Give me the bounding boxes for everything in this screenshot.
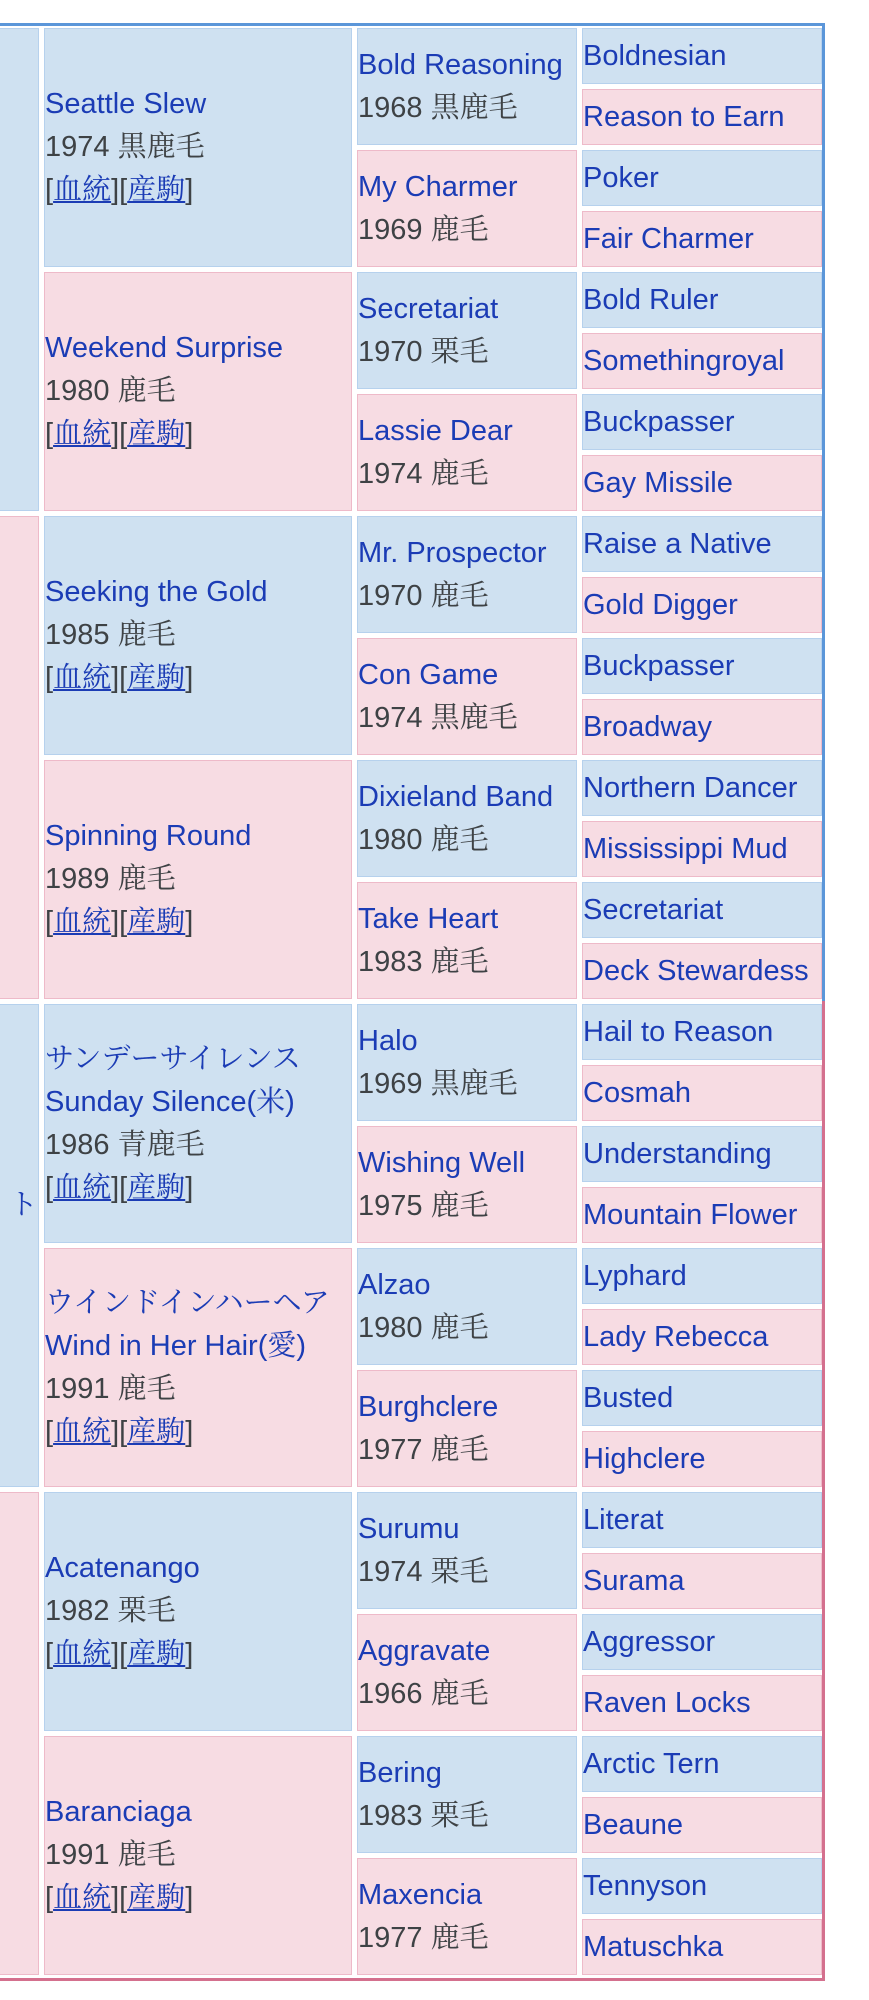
horse-name-link[interactable]: Lyphard [583, 1259, 687, 1292]
pedigree-cell-g4-18 [582, 1126, 822, 1182]
offspring-link[interactable]: 産駒 [127, 1882, 186, 1914]
pedigree-row [0, 272, 822, 328]
horse-name-link[interactable]: Halo [358, 1024, 418, 1057]
horse-name-link[interactable]: Surama [583, 1564, 685, 1597]
horse-name-link[interactable]: Aggressor [583, 1625, 716, 1658]
pedigree-offspring-links [45, 901, 351, 944]
horse-name-link[interactable]: Bold Reasoning [358, 48, 563, 81]
horse-name-link[interactable]: Beaune [583, 1808, 683, 1841]
horse-year-coat: 1986 青鹿毛 [45, 1128, 205, 1161]
horse-name-link[interactable]: Wishing Well [358, 1146, 526, 1179]
pedigree-cell-g4-10 [582, 638, 822, 694]
horse-name-link[interactable]: Somethingroyal [583, 344, 785, 377]
horse-year-coat: 1980 鹿毛 [358, 1311, 489, 1344]
bracket-text: [ [45, 1415, 54, 1448]
horse-name-link[interactable]: Buckpasser [583, 649, 735, 682]
pedigree-offspring-links [45, 1877, 351, 1920]
horse-name-link[interactable]: Lassie Dear [358, 414, 513, 447]
horse-name-link[interactable]: Deck Stewardess [583, 954, 809, 987]
horse-name-link[interactable]: Dixieland Band [358, 780, 554, 813]
bracket-text: [ [45, 662, 54, 694]
pedigree-cell-g3-5 [357, 638, 577, 755]
pedigree-link[interactable]: 血統 [53, 418, 112, 450]
pedigree-table [0, 23, 827, 1980]
horse-name-link[interactable]: ウインドインハーヘア [45, 1286, 330, 1319]
horse-name-link[interactable]: Busted [583, 1381, 674, 1414]
pedigree-cell-g4-17 [582, 1065, 822, 1121]
pedigree-cell-g4-5 [582, 333, 822, 389]
pedigree-cell-g3-12 [357, 1492, 577, 1609]
pedigree-cell-g3-7 [357, 882, 577, 999]
bracket-text: ][ [111, 1171, 128, 1204]
pedigree-link[interactable]: 血統 [53, 1882, 112, 1914]
pedigree-cell-g1-1 [0, 516, 39, 999]
pedigree-row [0, 760, 822, 816]
pedigree-row [0, 1492, 822, 1548]
pedigree-cell-g4-26 [582, 1614, 822, 1670]
pedigree-cell-g4-3 [582, 211, 822, 267]
horse-name-link[interactable]: Understanding [583, 1137, 772, 1170]
pedigree-offspring-links [45, 1167, 351, 1210]
horse-name-link[interactable]: Surumu [358, 1512, 460, 1545]
bracket-text: ] [185, 174, 194, 206]
horse-name-link[interactable]: Bering [358, 1756, 442, 1789]
horse-year-coat: 1991 鹿毛 [45, 1372, 176, 1405]
horse-name-link[interactable]: Seeking the Gold [45, 576, 268, 608]
pedigree-cell-g4-15 [582, 943, 822, 999]
pedigree-cell-g2-0 [44, 28, 352, 267]
pedigree-row [0, 516, 822, 572]
horse-name-link[interactable]: Arctic Tern [583, 1747, 720, 1780]
pedigree-cell-g4-13 [582, 821, 822, 877]
horse-year-coat: 1966 鹿毛 [358, 1677, 489, 1710]
horse-year-coat: 1974 黒鹿毛 [358, 701, 518, 734]
horse-name-link[interactable]: Con Game [358, 658, 499, 691]
pedigree-offspring-links [45, 169, 351, 212]
horse-name-link[interactable]: Tennyson [583, 1869, 708, 1902]
horse-name-link[interactable]: Mountain Flower [583, 1198, 798, 1231]
pedigree-link[interactable]: 血統 [53, 906, 112, 938]
pedigree-cell-g4-24 [582, 1492, 822, 1548]
pedigree-cell-g2-2 [44, 516, 352, 755]
horse-year-coat: 1985 鹿毛 [45, 619, 176, 651]
pedigree-cell-g4-14 [582, 882, 822, 938]
bracket-text: ][ [111, 174, 128, 206]
bracket-text: [ [45, 1171, 54, 1204]
pedigree-cell-g4-4 [582, 272, 822, 328]
horse-year-coat: 1975 鹿毛 [358, 1189, 489, 1222]
horse-name-link[interactable]: Secretariat [583, 893, 724, 926]
horse-name-link[interactable]: Aggravate [358, 1634, 491, 1667]
pedigree-cell-g3-15 [357, 1858, 577, 1975]
horse-name-link[interactable]: Acatenango [45, 1552, 200, 1584]
horse-name-link[interactable]: Raise a Native [583, 527, 772, 560]
bracket-text: [ [45, 1882, 54, 1914]
pedigree-cell-g3-0 [357, 28, 577, 145]
pedigree-offspring-links [45, 657, 351, 700]
pedigree-cell-g2-6 [44, 1492, 352, 1731]
horse-name-link[interactable]: Alzao [358, 1268, 431, 1301]
pedigree-cell-g3-4 [357, 516, 577, 633]
horse-year-coat: 1969 黒鹿毛 [358, 1067, 518, 1100]
horse-name-link[interactable]: Weekend Surprise [45, 332, 284, 364]
horse-name-link[interactable]: Raven Locks [583, 1686, 751, 1719]
horse-year-coat: 1974 黒鹿毛 [45, 131, 205, 163]
pedigree-row [0, 1248, 822, 1304]
horse-name2-link[interactable]: Sunday Silence(米) [45, 1085, 295, 1118]
horse-name-link[interactable]: Lady Rebecca [583, 1320, 769, 1353]
horse-name-link[interactable]: My Charmer [358, 170, 518, 203]
pedigree-cell-g4-16 [582, 1004, 822, 1060]
horse-name-link[interactable]: Literat [583, 1503, 664, 1536]
horse-year-coat: 1977 鹿毛 [358, 1921, 489, 1954]
pedigree-cell-g4-2 [582, 150, 822, 206]
horse-name-link[interactable]: サンデーサイレンス [45, 1042, 301, 1075]
pedigree-cell-g4-6 [582, 394, 822, 450]
pedigree-cell-g3-8 [357, 1004, 577, 1121]
horse-name-link[interactable]: Secretariat [358, 292, 499, 325]
bracket-text: ] [185, 906, 194, 938]
pedigree-cell-g4-31 [582, 1919, 822, 1975]
pedigree-cell-g2-1 [44, 272, 352, 511]
pedigree-offspring-links [45, 1633, 351, 1676]
bracket-text: [ [45, 906, 54, 938]
horse-name-link[interactable]: Cosmah [583, 1076, 691, 1109]
pedigree-cell-g4-20 [582, 1248, 822, 1304]
offspring-link[interactable]: 産駒 [127, 174, 186, 206]
pedigree-cell-g4-22 [582, 1370, 822, 1426]
bracket-text: ][ [111, 1638, 128, 1670]
horse-name-link[interactable]: Highclere [583, 1442, 706, 1475]
pedigree-cell-g4-8 [582, 516, 822, 572]
pedigree-cell-g4-25 [582, 1553, 822, 1609]
pedigree-cell-g4-19 [582, 1187, 822, 1243]
pedigree-cell-g4-12 [582, 760, 822, 816]
horse-name-link[interactable]: Seattle Slew [45, 88, 207, 120]
pedigree-cell-g2-3 [44, 760, 352, 999]
horse-name-link[interactable]: Boldnesian [583, 39, 727, 72]
pedigree-cell-g3-11 [357, 1370, 577, 1487]
bracket-text: [ [45, 174, 54, 206]
pedigree-cell-g4-21 [582, 1309, 822, 1365]
horse-year-coat: 1989 鹿毛 [45, 863, 176, 895]
horse-name-link[interactable]: Maxencia [358, 1878, 483, 1911]
pedigree-offspring-links [45, 413, 351, 456]
pedigree-cell-g2-5 [44, 1248, 352, 1487]
bracket-text: ] [185, 1171, 194, 1204]
horse-name-link[interactable]: Poker [583, 161, 659, 194]
horse-name-link[interactable]: Spinning Round [45, 820, 252, 852]
pedigree-cell-g4-28 [582, 1736, 822, 1792]
bracket-text: [ [45, 418, 54, 450]
offspring-link[interactable]: 産駒 [127, 1415, 186, 1448]
pedigree-cell-g3-10 [357, 1248, 577, 1365]
pedigree-cell-g4-23 [582, 1431, 822, 1487]
horse-year-coat: 1991 鹿毛 [45, 1839, 176, 1871]
offspring-link[interactable]: 産駒 [127, 906, 186, 938]
cutoff-horse-link[interactable]: ト [8, 1189, 38, 1221]
horse-name-link[interactable]: Broadway [583, 710, 712, 743]
horse-name2-link[interactable]: Wind in Her Hair(愛) [45, 1329, 307, 1362]
horse-name-link[interactable]: Northern Dancer [583, 771, 798, 804]
bracket-text: ][ [111, 662, 128, 694]
horse-year-coat: 1982 栗毛 [45, 1595, 176, 1627]
horse-name-link[interactable]: Fair Charmer [583, 222, 754, 255]
offspring-link[interactable]: 産駒 [127, 1638, 186, 1670]
pedigree-cell-g2-7 [44, 1736, 352, 1975]
pedigree-cell-g4-7 [582, 455, 822, 511]
pedigree-cell-g4-27 [582, 1675, 822, 1731]
horse-year-coat: 1968 黒鹿毛 [358, 91, 518, 124]
horse-name-link[interactable]: Burghclere [358, 1390, 499, 1423]
pedigree-cell-g3-13 [357, 1614, 577, 1731]
horse-year-coat: 1983 栗毛 [358, 1799, 489, 1832]
horse-name-link[interactable]: Mr. Prospector [358, 536, 547, 569]
pedigree-cell-g3-3 [357, 394, 577, 511]
pedigree-cell-g4-9 [582, 577, 822, 633]
pedigree-link[interactable]: 血統 [53, 1638, 112, 1670]
pedigree-row [0, 1004, 822, 1060]
horse-name-link[interactable]: Baranciaga [45, 1796, 192, 1828]
offspring-link[interactable]: 産駒 [127, 418, 186, 450]
bracket-text: ] [185, 662, 194, 694]
horse-year-coat: 1970 栗毛 [358, 335, 489, 368]
pedigree-cell-g1-3 [0, 1492, 39, 1975]
pedigree-cell-g1-2 [0, 1004, 39, 1487]
bracket-text: ] [185, 1415, 194, 1448]
horse-name-link[interactable]: Gay Missile [583, 466, 733, 499]
pedigree-cell-g4-29 [582, 1797, 822, 1853]
horse-name-link[interactable]: Gold Digger [583, 588, 738, 621]
bracket-text: ] [185, 1882, 194, 1914]
bracket-text: ] [185, 418, 194, 450]
horse-name-link[interactable]: Reason to Earn [583, 100, 785, 133]
pedigree-row [0, 28, 822, 84]
pedigree-cell-g4-30 [582, 1858, 822, 1914]
horse-name-link[interactable]: Bold Ruler [583, 283, 719, 316]
horse-name-link[interactable]: Buckpasser [583, 405, 735, 438]
horse-year-coat: 1977 鹿毛 [358, 1433, 489, 1466]
pedigree-link[interactable]: 血統 [53, 1415, 112, 1448]
pedigree-cell-g2-4 [44, 1004, 352, 1243]
pedigree-cell-g3-6 [357, 760, 577, 877]
horse-name-link[interactable]: Hail to Reason [583, 1015, 774, 1048]
horse-year-coat: 1970 鹿毛 [358, 579, 489, 612]
bracket-text: ][ [111, 418, 128, 450]
bracket-text: ] [185, 1638, 194, 1670]
bracket-text: ][ [111, 906, 128, 938]
horse-name-link[interactable]: Mississippi Mud [583, 832, 788, 865]
offspring-link[interactable]: 産駒 [127, 662, 186, 694]
pedigree-cell-g3-14 [357, 1736, 577, 1853]
horse-year-coat: 1969 鹿毛 [358, 213, 489, 246]
pedigree-cell-g4-1 [582, 89, 822, 145]
bracket-text: [ [45, 1638, 54, 1670]
pedigree-link[interactable]: 血統 [53, 1171, 112, 1204]
horse-year-coat: 1980 鹿毛 [358, 823, 489, 856]
horse-year-coat: 1983 鹿毛 [358, 945, 489, 978]
pedigree-cell-g4-11 [582, 699, 822, 755]
pedigree-cell-g4-0 [582, 28, 822, 84]
pedigree-row [0, 1736, 822, 1792]
horse-year-coat: 1980 鹿毛 [45, 375, 176, 407]
horse-name-link[interactable]: Take Heart [358, 902, 499, 935]
pedigree-cell-g3-1 [357, 150, 577, 267]
pedigree-offspring-links [45, 1411, 351, 1454]
pedigree-link[interactable]: 血統 [53, 662, 112, 694]
pedigree-cell-g1-0 [0, 28, 39, 511]
pedigree-link[interactable]: 血統 [53, 174, 112, 206]
horse-name-link[interactable]: Matuschka [583, 1930, 724, 1963]
bracket-text: ][ [111, 1415, 128, 1448]
pedigree-cell-g3-9 [357, 1126, 577, 1243]
pedigree-cell-g3-2 [357, 272, 577, 389]
horse-year-coat: 1974 鹿毛 [358, 457, 489, 490]
horse-year-coat: 1974 栗毛 [358, 1555, 489, 1588]
offspring-link[interactable]: 産駒 [127, 1171, 186, 1204]
bracket-text: ][ [111, 1882, 128, 1914]
